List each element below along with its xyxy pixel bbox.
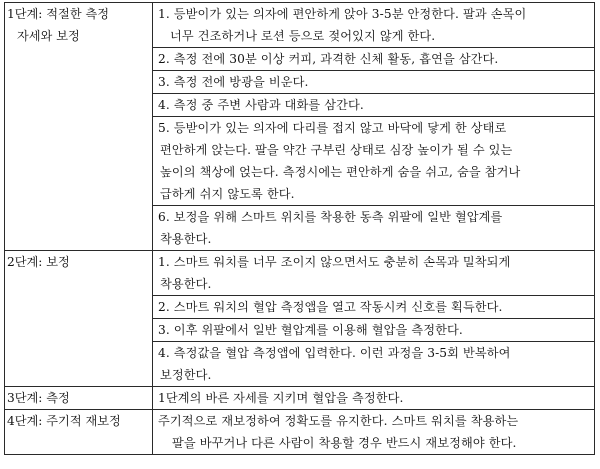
stage-3-step-1: 1단계의 바른 자세를 지키며 혈압을 측정한다. [153, 387, 595, 410]
stage-2-step-3: 3. 이후 위팔에서 일반 혈압계를 이용해 혈압을 측정한다. [153, 319, 595, 342]
procedure-table-wrapper [4, 2, 595, 455]
stage-2-step-4: 4. 측정값을 혈압 측정앱에 입력한다. 이런 과정을 3-5회 반복하여 보정한다. [153, 342, 595, 387]
stage-4-step-1: 주기적으로 재보정하여 정확도를 유지한다. 스마트 워치를 착용하는 팔을 바꾸거나 다른 사람이 착용할 경우 반드시 재보정해야 한다. [153, 410, 595, 455]
stage-4-title: 4단계: 주기적 재보정 [5, 410, 153, 455]
table-row [5, 251, 595, 296]
stage-1-step-1: 1. 등받이가 있는 의자에 편안하게 앉아 3-5분 안정한다. 팔과 손목이 너무 건조하거나 로션 등으로 젖어있지 않게 한다. [153, 3, 595, 48]
stage-2-step-2: 2. 스마트 워치의 혈압 측정앱을 열고 작동시켜 신호를 획득한다. [153, 296, 595, 319]
table-row [5, 3, 595, 48]
stage-2-title: 2단계: 보정 [5, 251, 153, 387]
stage-1-step-6: 6. 보정을 위해 스마트 위치를 착용한 동측 위팔에 일반 혈압계를 착용한다. [153, 206, 595, 251]
stage-1-title: 1단계: 적절한 측정 자세와 보정 [5, 3, 153, 251]
stage-1-step-4: 4. 측정 중 주변 사람과 대화를 삼간다. [153, 94, 595, 117]
stage-1-step-3: 3. 측정 전에 방광을 비운다. [153, 71, 595, 94]
stage-1-step-5: 5. 등받이가 있는 의자에 다리를 접지 않고 바닥에 닿게 한 상태로 편안하게 앉는다. 팔을 약간 구부린 상태로 심장 높이가 될 수 있는 높이의 책상에 얹는다. 측정시에는 편안하게 숨을 쉬고, 숨을 참거나 급하게 쉬지 않도록 한다. [153, 117, 595, 206]
procedure-table [4, 2, 595, 455]
stage-2-step-1: 1. 스마트 워치를 너무 조이지 않으면서도 충분히 손목과 밀착되게 착용한다. [153, 251, 595, 296]
table-row [5, 387, 595, 410]
table-row [5, 410, 595, 455]
stage-3-title: 3단계: 측정 [5, 387, 153, 410]
stage-1-step-2: 2. 측정 전에 30분 이상 커피, 과격한 신체 활동, 흡연을 삼간다. [153, 48, 595, 71]
